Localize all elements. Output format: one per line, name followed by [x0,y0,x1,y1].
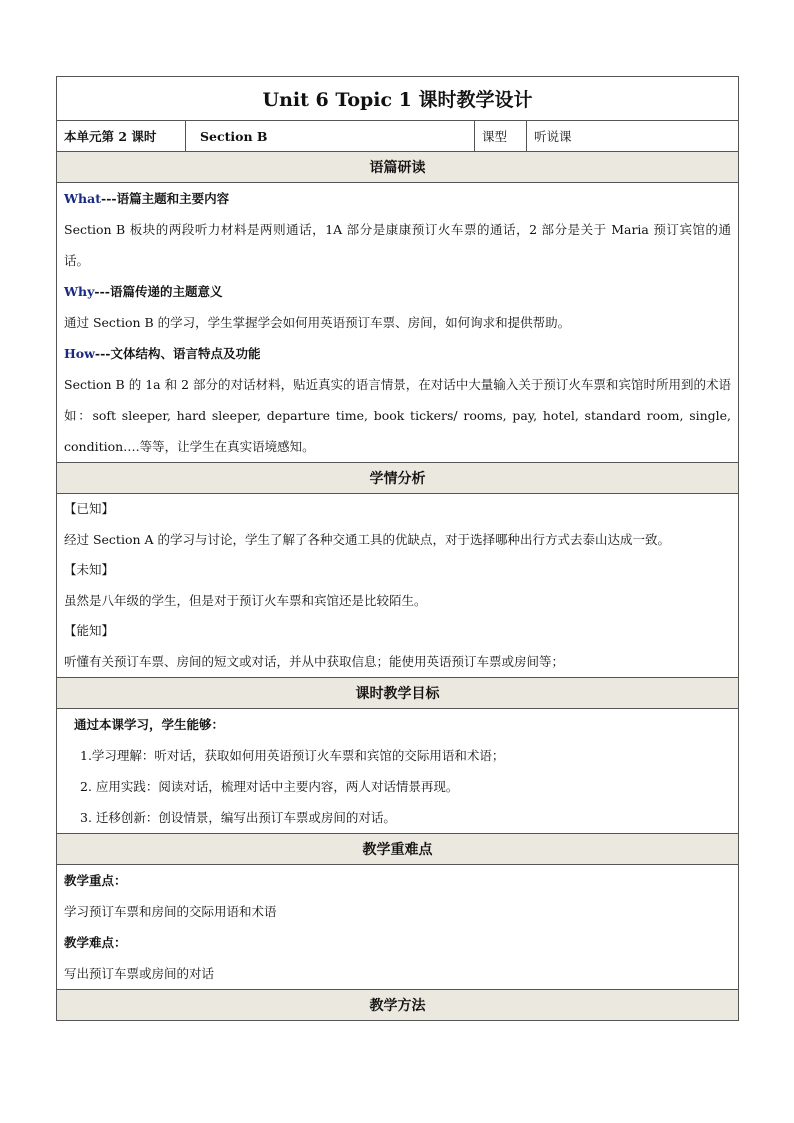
lesson-type-value: 听说课 [527,121,739,152]
what-keyword: What [64,191,101,206]
methods-heading: 教学方法 [57,990,739,1021]
objective-item: 3. 迁移创新：创设情景，编写出预订车票或房间的对话。 [80,810,396,825]
text-study-heading: 语篇研读 [57,152,739,183]
able-body: 听懂有关预订车票、房间的短文或对话，并从中获取信息；能使用英语预订车票或房间等； [64,654,565,669]
key-points-heading: 教学重难点 [57,834,739,865]
why-keyword: Why [64,284,95,299]
difficulty-body: 写出预订车票或房间的对话 [64,966,215,981]
what-subtitle: ---语篇主题和主要内容 [101,191,230,206]
lesson-number: 本单元第 2 课时 [57,121,186,152]
what-heading [64,183,731,214]
objective-item: 2. 应用实践：阅读对话，梳理对话中主要内容，两人对话情景再现。 [80,779,459,794]
how-subtitle: ---文体结构、语言特点及功能 [94,346,261,361]
objectives-intro: 通过本课学习，学生能够： [74,717,225,732]
lesson-plan-table [56,76,739,1021]
focus-body: 学习预订车票和房间的交际用语和术语 [64,904,277,919]
what-body: Section B 板块的两段听力材料是两则通话，1A 部分是康康预订火车票的通话，2 部分是关于 Maria 预订宾馆的通话。 [64,222,732,268]
objective-item: 1.学习理解：听对话，获取如何用英语预订火车票和宾馆的交际用语和术语； [80,748,505,763]
unknown-body: 虽然是八年级的学生，但是对于预订火车票和宾馆还是比较陌生。 [64,593,427,608]
learner-analysis-content [57,494,739,678]
how-keyword: How [64,346,95,361]
why-heading [64,276,731,307]
difficulty-label: 教学难点： [64,935,127,950]
unknown-label: 【未知】 [64,562,115,577]
objectives-heading: 课时教学目标 [57,678,739,709]
how-body: Section B 的 1a 和 2 部分的对话材料，贴近真实的语言情景，在对话中大量输入关于预订火车票和宾馆时所用到的术语如：soft sleeper, hard sleeper, departure time, book tickers/ rooms, pay, hotel, standard room, single, condition….等等，让学生在真实语境感知。 [64,377,732,454]
how-heading [64,338,731,369]
focus-label: 教学重点： [64,873,127,888]
lesson-type-label: 课型 [475,121,527,152]
document-title: Unit 6 Topic 1 课时教学设计 [57,77,739,121]
known-label: 【已知】 [64,501,115,516]
objectives-content [57,709,739,834]
able-label: 【能知】 [64,623,115,638]
known-body: 经过 Section A 的学习与讨论，学生了解了各种交通工具的优缺点，对于选择哪种出行方式去泰山达成一致。 [64,532,671,547]
why-body: 通过 Section B 的学习，学生掌握学会如何用英语预订车票、房间，如何询求和提供帮助。 [64,315,571,330]
section-name: Section B [186,121,475,152]
text-study-content [57,183,739,463]
learner-analysis-heading: 学情分析 [57,463,739,494]
key-points-content [57,865,739,990]
why-subtitle: ---语篇传递的主题意义 [94,284,223,299]
